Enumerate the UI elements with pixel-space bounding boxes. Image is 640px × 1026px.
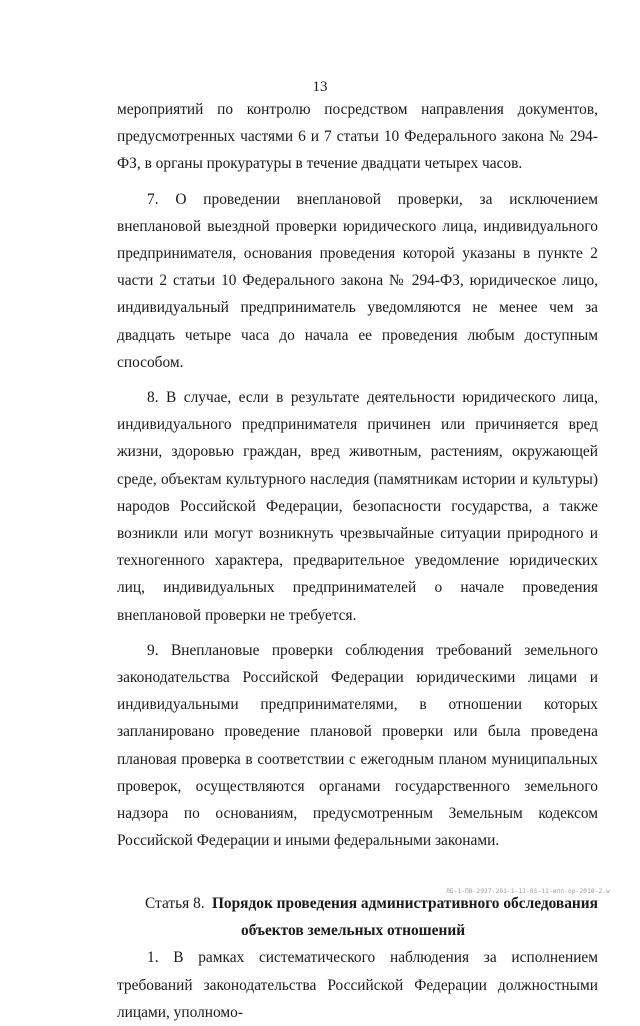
paragraph-7: 7. О проведении внеплановой проверки, за исключением внеплановой выездной проверки юридического лица, индивидуального предпринимателя, основания проведения которой указаны в пункте 2 части 2 статьи 10 Федерального закона № 294-ФЗ, юридическое лицо, индивидуальный предприниматель уведомляются не менее чем за двадцать четыре часа до начала ее проведения любым доступным способом.: [117, 190, 598, 371]
paragraph-continuation: мероприятий по контролю посредством направления документов, предусмотренных частями 6 и 7 статьи 10 Федерального закона № 294-ФЗ, в органы прокуратуры в течение двадцати четырех часов.: [117, 101, 598, 173]
article-title-line-1: Порядок проведения административного обследования: [211, 895, 598, 913]
document-body: [117, 96, 598, 1026]
paragraph-8: 8. В случае, если в результате деятельности юридического лица, индивидуального предпринимателя причинен или причиняется вред жизни, здоровью граждан, вред животным, растениям, окружающей среде, объектам культурного наследия (памятникам истории и культуры) народов Российской Федерации, безопасности государства, а также возникли или могут возникнуть чрезвычайные ситуации природного и техногенного характера, предварительное уведомление юридических лиц, индивидуальных предпринимателей о начале проведения внеплановой проверки не требуется.: [117, 389, 598, 624]
paragraph-9: 9. Внеплановые проверки соблюдения требований земельного законодательства Российской Федерации юридическими лицами и индивидуальными предпринимателями, в отношении которых запланировано проведение плановой проверки или была проведена плановая проверка в соответствии с ежегодным планом муниципальных проверок, осуществляются органами государственного земельного надзора по основаниям, предусмотренным Земельным кодексом Российской Федерации и иными федеральными законами.: [117, 641, 598, 850]
article-title-line-2: объектов земельных отношений: [241, 922, 466, 940]
footer-file-mark: ЛБ-1-ПВ-2927-201-1-11-05-11-ипп-ор-2018-2.w: [446, 888, 610, 895]
article-8-paragraph-1: 1. В рамках систематического наблюдения за исполнением требований законодательства Российской Федерации должностными лицами, уполномо-: [117, 949, 598, 1021]
article-heading: [117, 890, 598, 944]
page-number: 13: [312, 79, 328, 95]
article-label: Статья 8.: [145, 895, 205, 913]
